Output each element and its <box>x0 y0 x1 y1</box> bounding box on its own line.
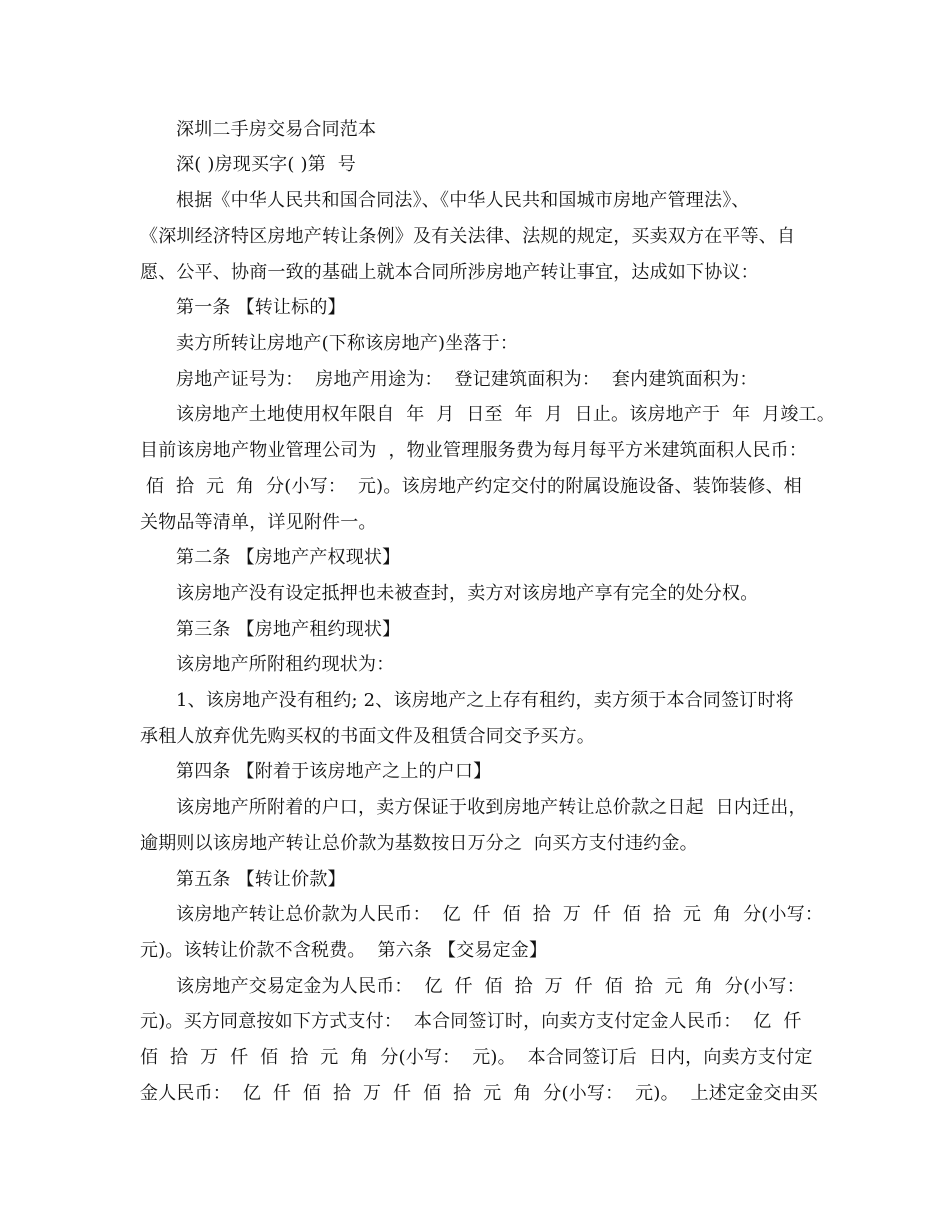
paragraph-line: 卖方所转让房地产(下称该房地产)坐落于： <box>176 333 519 354</box>
paragraph-line: 元)。该转让价款不含税费。 第六条 【交易定金】 <box>140 940 548 961</box>
paragraph-line: 关物品等清单，详见附件一。 <box>140 512 377 533</box>
paragraph-line: 该房地产交易定金为人民币： 亿 仟 佰 拾 万 仟 佰 拾 元 角 分(小写： <box>176 976 805 997</box>
paragraph-line: 目前该房地产物业管理公司为 ，物业管理服务费为每月每平方米建筑面积人民币： <box>140 440 808 461</box>
section-heading: 第一条 【转让标的】 <box>176 297 346 318</box>
section-heading: 第三条 【房地产租约现状】 <box>176 619 401 640</box>
section-heading: 第五条 【转让价款】 <box>176 869 346 890</box>
contract-number: 深( )房现买字( )第 号 <box>176 154 356 175</box>
paragraph-line: 元)。买方同意按如下方式支付： 本合同签订时，向卖方支付定金人民币： 亿 仟 <box>140 1011 802 1032</box>
paragraph-line: 1、该房地产没有租约; 2、该房地产之上存有租约，卖方须于本合同签订时将 <box>176 690 794 711</box>
paragraph-line: 承租人放弃优先购买权的书面文件及租赁合同交予买方。 <box>140 726 595 747</box>
paragraph-line: 该房地产所附着的户口，卖方保证于收到房地产转让总价款之日起 日内迁出， <box>176 797 807 818</box>
paragraph-line: 佰 拾 万 仟 佰 拾 元 角 分(小写： 元)。 本合同签订后 日内，向卖方支付定 <box>140 1047 813 1068</box>
document-title: 深圳二手房交易合同范本 <box>176 119 377 140</box>
paragraph-line: 金人民币： 亿 仟 佰 拾 万 仟 佰 拾 元 角 分(小写： 元)。 上述定金交由买 <box>140 1083 819 1104</box>
paragraph-line: 根据《中华人民共和国合同法》、《中华人民共和国城市房地产管理法》、 <box>176 190 750 211</box>
paragraph-line: 该房地产土地使用权年限自 年 月 日至 年 月 日止。该房地产于 年 月竣工。 <box>176 404 835 425</box>
paragraph-line: 该房地产转让总价款为人民币： 亿 仟 佰 拾 万 仟 佰 拾 元 角 分(小写： <box>176 904 824 925</box>
paragraph-line: 该房地产所附租约现状为： <box>176 654 395 675</box>
section-heading: 第二条 【房地产产权现状】 <box>176 547 401 568</box>
paragraph-line: 《深圳经济特区房地产转让条例》及有关法律、法规的规定，买卖双方在平等、自 <box>140 226 796 247</box>
paragraph-line: 愿、公平、协商一致的基础上就本合同所涉房地产转让事宜，达成如下协议： <box>140 262 759 283</box>
paragraph-line: 佰 拾 元 角 分(小写： 元)。该房地产约定交付的附属设施设备、装饰装修、相 <box>140 476 802 497</box>
paragraph-line: 房地产证号为： 房地产用途为： 登记建筑面积为： 套内建筑面积为： <box>176 369 758 390</box>
paragraph-line: 逾期则以该房地产转让总价款为基数按日万分之 向买方支付违约金。 <box>140 833 698 854</box>
section-heading: 第四条 【附着于该房地产之上的户口】 <box>176 761 492 782</box>
paragraph-line: 该房地产没有设定抵押也未被查封，卖方对该房地产享有完全的处分权。 <box>176 583 759 604</box>
